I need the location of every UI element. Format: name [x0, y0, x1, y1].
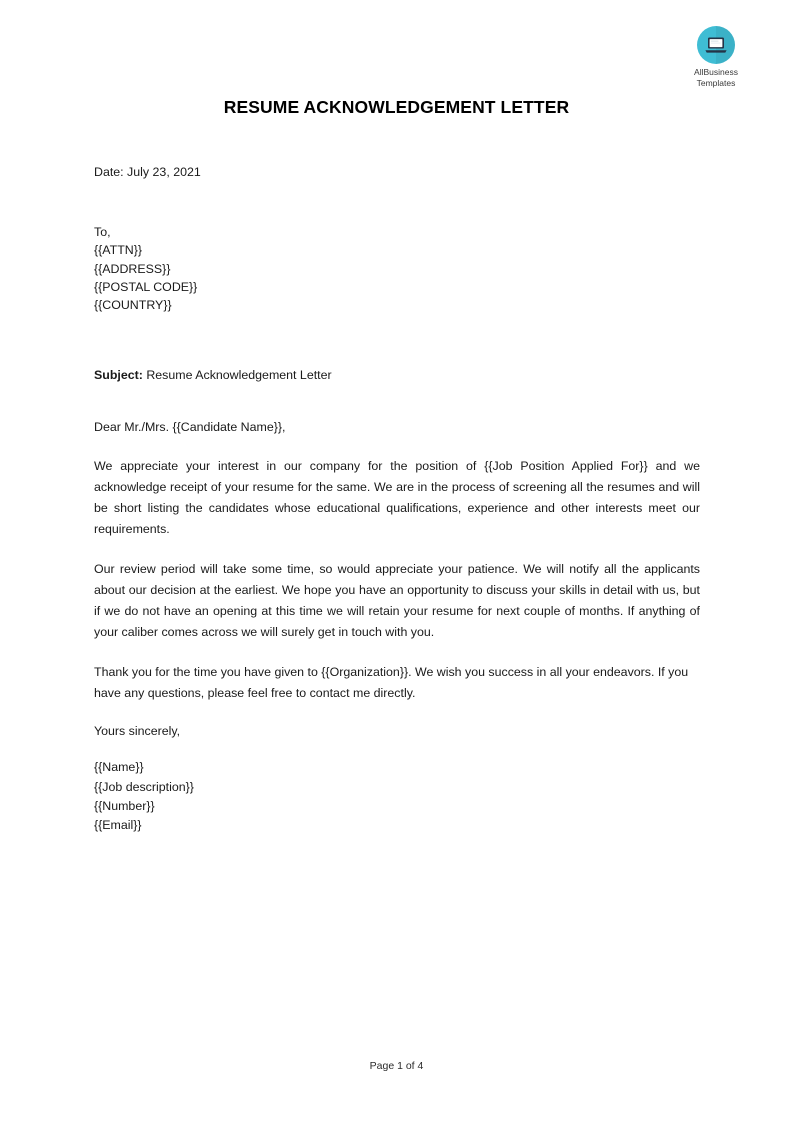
body-paragraph-2: Our review period will take some time, so would appreciate your patience. We will notify all the applicants about our decision at the earliest. We hope you have an opportunity to discuss your skills in detail with us, but if we do not have an opening at this time we will retain your resume for next couple of months. If anything of your caliber comes across we will surely get in touch with you. [94, 562, 700, 640]
brand-logo [676, 26, 756, 88]
recipient-address-block [94, 182, 700, 314]
signature-block [94, 741, 700, 835]
letter-body [94, 163, 700, 836]
address-line: To, [94, 225, 111, 239]
salutation: Dear Mr./Mrs. {{Candidate Name}}, [94, 420, 286, 435]
signature-line: {{Job description}} [94, 779, 194, 794]
page-title: RESUME ACKNOWLEDGEMENT LETTER [223, 97, 570, 117]
body-paragraph-1: We appreciate your interest in our company for the position of {{Job Position Applied For}} and we acknowledge receipt of your resume for the same. We are in the process of screening all the resumes and will be short listing the candidates whose educational qualifications, experience and other interests meet our requirements. [94, 459, 700, 537]
signature-line: {{Email}} [94, 818, 142, 833]
signature-line: {{Name}} [94, 760, 144, 775]
subject-line [94, 314, 700, 385]
address-line: {{POSTAL CODE}} [94, 279, 198, 294]
subject-label: Subject: [94, 368, 143, 383]
brand-logo-line2: Templates [696, 77, 736, 88]
laptop-icon [697, 26, 735, 64]
brand-logo-line1: AllBusiness [694, 67, 738, 77]
closing-line: Yours sincerely, [94, 724, 181, 739]
address-line: {{ADDRESS}} [94, 261, 171, 276]
subject-value: Resume Acknowledgement Letter [146, 368, 332, 383]
date-line: Date: July 23, 2021 [94, 165, 201, 179]
address-line: {{ATTN}} [94, 243, 142, 258]
body-paragraph-3: Thank you for the time you have given to {{Organization}}. We wish you success in all your endeavors. If you have any questions, please feel free to contact me directly. [94, 665, 689, 701]
brand-logo-text [676, 67, 756, 88]
page-footer: Page 1 of 4 [369, 1060, 424, 1072]
address-line: {{COUNTRY}} [94, 298, 172, 313]
signature-line: {{Number}} [94, 799, 155, 814]
